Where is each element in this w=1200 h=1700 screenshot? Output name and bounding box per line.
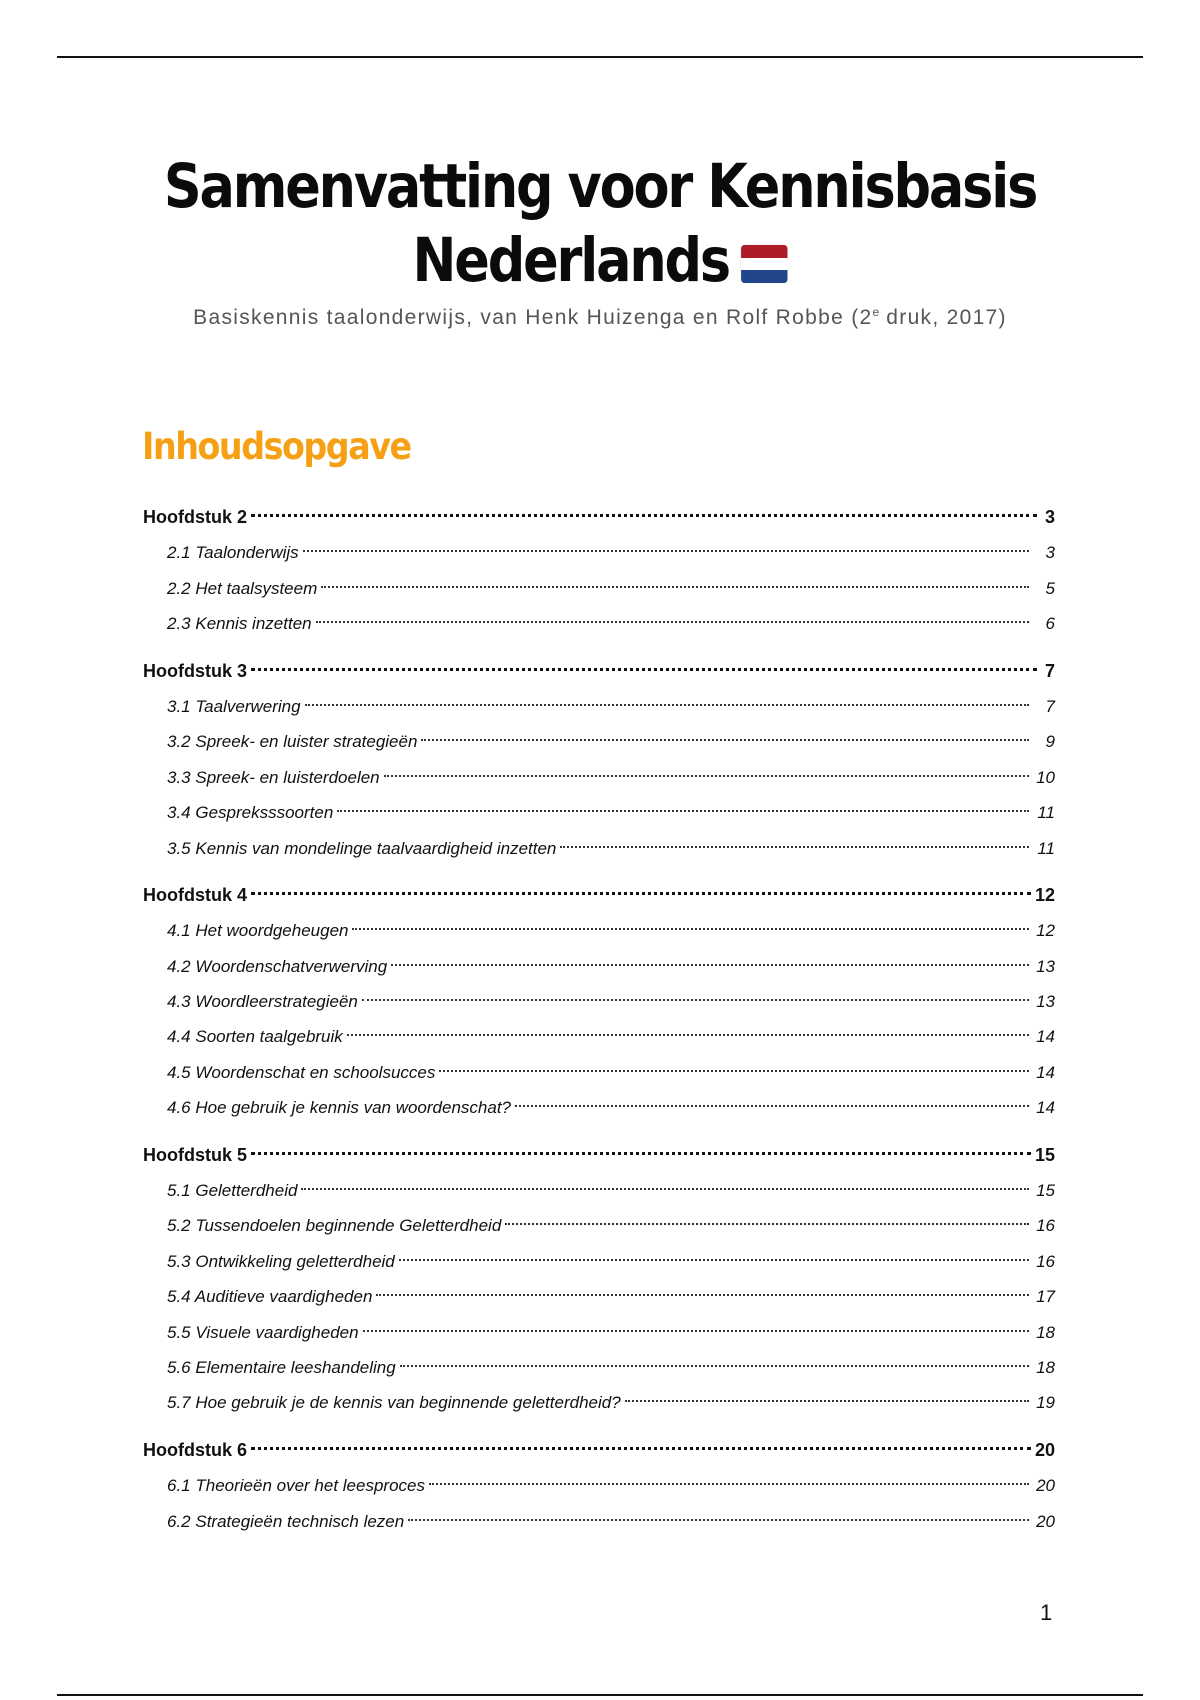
toc-chapter-group bbox=[143, 500, 1055, 642]
toc-section-entry[interactable] bbox=[143, 1504, 1055, 1539]
toc-entry-label: 4.6 Hoe gebruik je kennis van woordenschat? bbox=[167, 1098, 511, 1118]
dot-leader bbox=[316, 621, 1029, 623]
toc-entry-label: 6.2 Strategieën technisch lezen bbox=[167, 1511, 405, 1531]
title-line-2-text: Nederlands bbox=[412, 225, 729, 296]
dot-leader bbox=[384, 775, 1029, 777]
toc-entry-label: Hoofdstuk 2 bbox=[143, 507, 248, 527]
dot-leader bbox=[400, 1365, 1029, 1367]
toc-entry-label: 3.2 Spreek- en luister strategieën bbox=[167, 732, 418, 752]
toc-section-entry[interactable] bbox=[143, 724, 1055, 759]
toc-entry-page: 3 bbox=[1045, 543, 1055, 563]
dot-leader bbox=[321, 586, 1029, 588]
toc-entry-label: 3.3 Spreek- en luisterdoelen bbox=[167, 767, 380, 787]
toc-entry-page: 18 bbox=[1036, 1357, 1055, 1377]
toc-entry-label: 2.1 Taalonderwijs bbox=[167, 543, 299, 563]
toc-entry-label: 4.3 Woordleerstrategieën bbox=[167, 992, 358, 1012]
dot-leader bbox=[251, 1447, 1031, 1450]
toc-section-entry[interactable] bbox=[143, 689, 1055, 724]
toc-entry-label: Hoofdstuk 3 bbox=[143, 660, 248, 681]
dot-leader bbox=[251, 514, 1037, 517]
toc-section-entry[interactable] bbox=[143, 1350, 1055, 1385]
dot-leader bbox=[363, 1330, 1029, 1332]
dot-leader bbox=[399, 1259, 1029, 1261]
toc-entry-page: 19 bbox=[1036, 1393, 1055, 1413]
toc-section-entry[interactable] bbox=[143, 571, 1055, 606]
toc-entry-label: 4.1 Het woordgeheugen bbox=[167, 921, 349, 941]
toc-chapter-entry[interactable] bbox=[143, 878, 1055, 913]
dot-leader bbox=[408, 1519, 1029, 1521]
toc-entry-label: 5.3 Ontwikkeling geletterdheid bbox=[167, 1251, 395, 1271]
toc-entry-page: 18 bbox=[1036, 1322, 1055, 1342]
toc-section-entry[interactable] bbox=[143, 1244, 1055, 1279]
dot-leader bbox=[421, 739, 1029, 741]
dot-leader bbox=[251, 1152, 1031, 1155]
toc-section-entry[interactable] bbox=[143, 535, 1055, 570]
toc-chapter-entry[interactable] bbox=[143, 500, 1055, 535]
toc-entry-label: 5.6 Elementaire leeshandeling bbox=[167, 1357, 396, 1377]
toc-entry-label: 3.1 Taalverwering bbox=[167, 696, 301, 716]
title-line-1: Samenvatting voor Kennisbasis bbox=[163, 151, 1037, 222]
toc-entry-page: 15 bbox=[1034, 1144, 1055, 1165]
toc-entry-page: 16 bbox=[1036, 1251, 1055, 1271]
dot-leader bbox=[251, 892, 1031, 895]
toc-entry-page: 9 bbox=[1045, 732, 1055, 752]
document-title bbox=[84, 150, 1116, 298]
toc-chapter-entry[interactable] bbox=[143, 1433, 1055, 1468]
toc-entry-label: 6.1 Theorieën over het leesproces bbox=[167, 1476, 425, 1496]
toc-entry-label: 3.4 Gespreksssoorten bbox=[167, 803, 334, 823]
dot-leader bbox=[429, 1483, 1029, 1485]
subtitle-text-b: druk, 2017) bbox=[879, 306, 1007, 329]
toc-section-entry[interactable] bbox=[143, 1090, 1055, 1125]
toc-entry-label: 2.3 Kennis inzetten bbox=[167, 614, 312, 634]
header-rule bbox=[57, 56, 1143, 58]
toc-entry-page: 7 bbox=[1044, 660, 1055, 681]
toc-chapter-group bbox=[143, 1138, 1055, 1421]
toc-entry-page: 16 bbox=[1036, 1216, 1055, 1236]
toc-section-entry[interactable] bbox=[143, 984, 1055, 1019]
subtitle-text-a: Basiskennis taalonderwijs, van Henk Huizenga en Rolf Robbe (2 bbox=[193, 306, 873, 329]
dot-leader bbox=[560, 846, 1029, 848]
toc-entry-label: Hoofdstuk 4 bbox=[143, 884, 248, 905]
toc-section-entry[interactable] bbox=[143, 1173, 1055, 1208]
toc-entry-page: 11 bbox=[1037, 803, 1055, 823]
toc-section-entry[interactable] bbox=[143, 949, 1055, 984]
dot-leader bbox=[352, 928, 1029, 930]
toc-section-entry[interactable] bbox=[143, 1208, 1055, 1243]
title-line-2 bbox=[84, 224, 1116, 298]
dot-leader bbox=[303, 550, 1029, 552]
toc-entry-page: 20 bbox=[1036, 1476, 1055, 1496]
dot-leader bbox=[505, 1223, 1029, 1225]
toc-entry-label: 4.2 Woordenschatverwerving bbox=[167, 956, 388, 976]
dot-leader bbox=[251, 668, 1037, 671]
toc-chapter-entry[interactable] bbox=[143, 654, 1055, 689]
toc-section-entry[interactable] bbox=[143, 1055, 1055, 1090]
toc-entry-page: 11 bbox=[1037, 838, 1055, 858]
toc-entry-label: 5.1 Geletterdheid bbox=[167, 1181, 298, 1201]
toc-entry-page: 12 bbox=[1036, 921, 1055, 941]
toc-entry-page: 7 bbox=[1045, 696, 1055, 716]
toc-heading: Inhoudsopgave bbox=[142, 425, 411, 468]
toc-entry-label: 5.7 Hoe gebruik je de kennis van beginnende geletterdheid? bbox=[167, 1393, 621, 1413]
toc-entry-page: 3 bbox=[1044, 507, 1055, 527]
toc-entry-label: 3.5 Kennis van mondelinge taalvaardigheid inzetten bbox=[167, 838, 557, 858]
toc-entry-label: 4.4 Soorten taalgebruik bbox=[167, 1027, 343, 1047]
toc-entry-label: 5.4 Auditieve vaardigheden bbox=[167, 1287, 373, 1307]
page-number: 1 bbox=[1040, 1600, 1053, 1625]
dot-leader bbox=[439, 1070, 1029, 1072]
dot-leader bbox=[305, 704, 1029, 706]
toc-section-entry[interactable] bbox=[143, 760, 1055, 795]
toc-chapter-group bbox=[143, 878, 1055, 1126]
subtitle-superscript: e bbox=[872, 305, 880, 319]
toc-entry-page: 6 bbox=[1045, 614, 1055, 634]
toc-entry-page: 5 bbox=[1045, 578, 1055, 598]
toc-section-entry[interactable] bbox=[143, 1385, 1055, 1420]
toc-entry-page: 14 bbox=[1036, 1027, 1055, 1047]
toc-section-entry[interactable] bbox=[143, 1315, 1055, 1350]
dot-leader bbox=[376, 1294, 1029, 1296]
toc-entry-page: 14 bbox=[1036, 1062, 1055, 1082]
dot-leader bbox=[337, 810, 1029, 812]
toc-entry-label: Hoofdstuk 6 bbox=[143, 1439, 248, 1460]
toc-entry-page: 20 bbox=[1036, 1511, 1055, 1531]
toc-section-entry[interactable] bbox=[143, 831, 1055, 866]
dot-leader bbox=[625, 1400, 1029, 1402]
toc-entry-page: 12 bbox=[1034, 884, 1055, 905]
toc-chapter-group bbox=[143, 1433, 1055, 1539]
dot-leader bbox=[347, 1034, 1029, 1036]
toc-entry-label: 2.2 Het taalsysteem bbox=[167, 578, 318, 598]
table-of-contents bbox=[143, 500, 1055, 1551]
toc-section-entry[interactable] bbox=[143, 1019, 1055, 1054]
dot-leader bbox=[301, 1188, 1029, 1190]
toc-entry-page: 10 bbox=[1036, 767, 1055, 787]
document-subtitle bbox=[0, 305, 1200, 330]
toc-chapter-entry[interactable] bbox=[143, 1138, 1055, 1173]
toc-section-entry[interactable] bbox=[143, 606, 1055, 641]
toc-entry-page: 14 bbox=[1036, 1098, 1055, 1118]
toc-entry-label: 5.5 Visuele vaardigheden bbox=[167, 1322, 359, 1342]
toc-section-entry[interactable] bbox=[143, 913, 1055, 948]
toc-chapter-group bbox=[143, 654, 1055, 866]
toc-entry-label: 4.5 Woordenschat en schoolsucces bbox=[167, 1062, 436, 1082]
toc-entry-page: 17 bbox=[1036, 1287, 1055, 1307]
toc-entry-label: 5.2 Tussendoelen beginnende Geletterdheid bbox=[167, 1216, 502, 1236]
toc-entry-page: 15 bbox=[1036, 1181, 1055, 1201]
toc-entry-page: 13 bbox=[1036, 992, 1055, 1012]
toc-entry-label: Hoofdstuk 5 bbox=[143, 1144, 248, 1165]
toc-section-entry[interactable] bbox=[143, 1279, 1055, 1314]
dot-leader bbox=[391, 964, 1029, 966]
toc-section-entry[interactable] bbox=[143, 1468, 1055, 1503]
footer-rule bbox=[57, 1694, 1143, 1696]
dot-leader bbox=[515, 1105, 1029, 1107]
netherlands-flag-icon bbox=[741, 245, 787, 283]
toc-entry-page: 13 bbox=[1036, 956, 1055, 976]
dot-leader bbox=[362, 999, 1029, 1001]
toc-section-entry[interactable] bbox=[143, 795, 1055, 830]
toc-entry-page: 20 bbox=[1034, 1439, 1055, 1460]
